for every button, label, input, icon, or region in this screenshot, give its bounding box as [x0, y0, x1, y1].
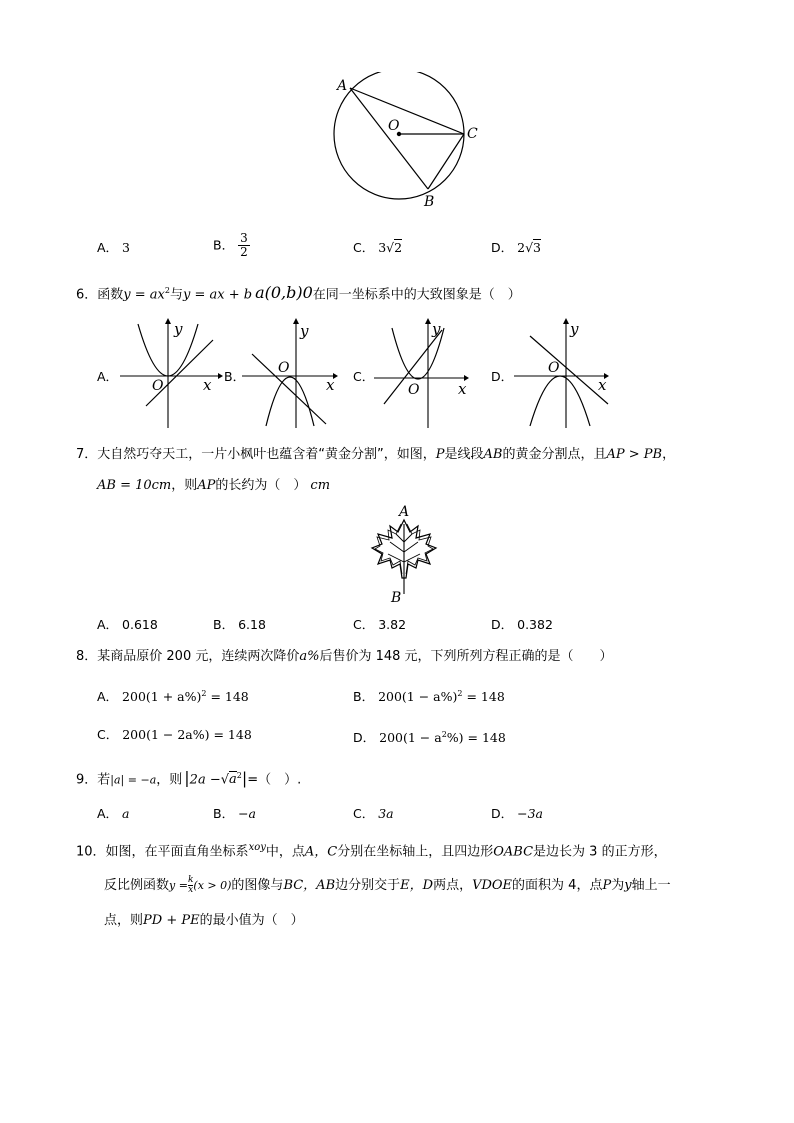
q7-option-b: B． 6.18 — [213, 617, 266, 632]
q5-option-d: D． 2√3 — [491, 240, 541, 255]
q10-stem-line2: 反比例函数y = $\frac{k}{x}$ (x > 0)的图像与BC，AB边分别交于E，D两点，VDOE的面积为 4，点P为y轴上一 — [104, 875, 671, 895]
svg-text:O: O — [152, 378, 164, 394]
q8-option-c: C． 200(1 − 2a%) = 148 — [97, 727, 252, 742]
q7-stem-line2: AB = 10cm，则AP的长约为（ ） cm — [97, 478, 331, 493]
svg-text:O: O — [408, 382, 420, 398]
svg-text:x: x — [598, 376, 607, 394]
q8-option-b: B． $200(1 - a\%)^2 = 148$ — [353, 689, 505, 705]
svg-text:B: B — [391, 590, 402, 606]
q7-stem-line1: 7．大自然巧夺天工，一片小枫叶也蕴含着“黄金分割”，如图，P是线段AB的黄金分割点，且AP > PB， — [76, 447, 676, 462]
svg-text:x: x — [203, 376, 212, 394]
q9-option-d: D． −3a — [491, 806, 544, 821]
q7-maple-leaf-figure — [366, 502, 442, 606]
svg-text:A: A — [399, 504, 410, 520]
label-a: A — [337, 78, 348, 94]
q6-graph-b — [240, 318, 345, 430]
svg-text:O: O — [278, 360, 290, 376]
svg-text:x: x — [326, 376, 335, 394]
label-b: B — [424, 194, 435, 210]
svg-text:y: y — [570, 320, 579, 338]
q5-option-a: A． 3 — [97, 240, 130, 255]
q9-option-c: C． 3a — [353, 806, 394, 821]
q7-option-c: C． 3.82 — [353, 617, 407, 632]
q6-option-b-label: B． — [224, 369, 246, 384]
q10-stem-line3: 点，则PD + PE的最小值为（ ） — [104, 913, 304, 928]
svg-text:x: x — [458, 380, 467, 398]
q7-option-a: A． 0.618 — [97, 617, 158, 632]
svg-text:O: O — [548, 360, 560, 376]
segment-bc — [428, 134, 464, 189]
q8-stem: 8．某商品原价 200 元，连续两次降价a%后售价为 148 元，下列所列方程正确的是（ ） — [76, 649, 613, 664]
q5-option-c: C． 3√2 — [353, 240, 403, 255]
q7-option-d: D． 0.382 — [491, 617, 553, 632]
q5-option-b: B． $\frac{3}{2}$ — [213, 231, 248, 259]
q6-option-d-label: D． — [491, 369, 514, 384]
q8-option-d: D． $200(1 - a^2\%) = 148$ — [353, 730, 506, 746]
q9-stem: 9．若|a| = −a，则 $|2a -√a^2|=$（ ）. — [76, 768, 302, 788]
q10-stem-line1: 10．如图，在平面直角坐标系$^{xoy}$中，点A，C分别在坐标轴上，且四边形OABC是边长为 3 的正方形， — [76, 842, 667, 860]
q9-option-a: A． a — [97, 806, 130, 821]
q6-graph-a — [118, 318, 223, 430]
label-c: C — [467, 126, 478, 142]
q6-stem: 6．函数$y = ax^2$与y = ax + b a(0,b)0在同一坐标系中的大致图象是（ ） — [76, 283, 521, 303]
svg-text:y: y — [174, 320, 183, 338]
q6-option-c-label: C． — [353, 369, 375, 384]
q6-option-a-label: A． — [97, 369, 119, 384]
svg-text:y: y — [300, 322, 309, 340]
svg-text:y: y — [432, 320, 441, 338]
q9-option-b: B． −a — [213, 806, 256, 821]
label-o: O — [388, 118, 400, 134]
q6-graph-d — [512, 318, 617, 430]
q6-graph-c — [372, 318, 477, 430]
q8-option-a: A． $200(1 + a\%)^2 = 148$ — [97, 689, 249, 705]
q5-circle-figure — [330, 72, 480, 212]
